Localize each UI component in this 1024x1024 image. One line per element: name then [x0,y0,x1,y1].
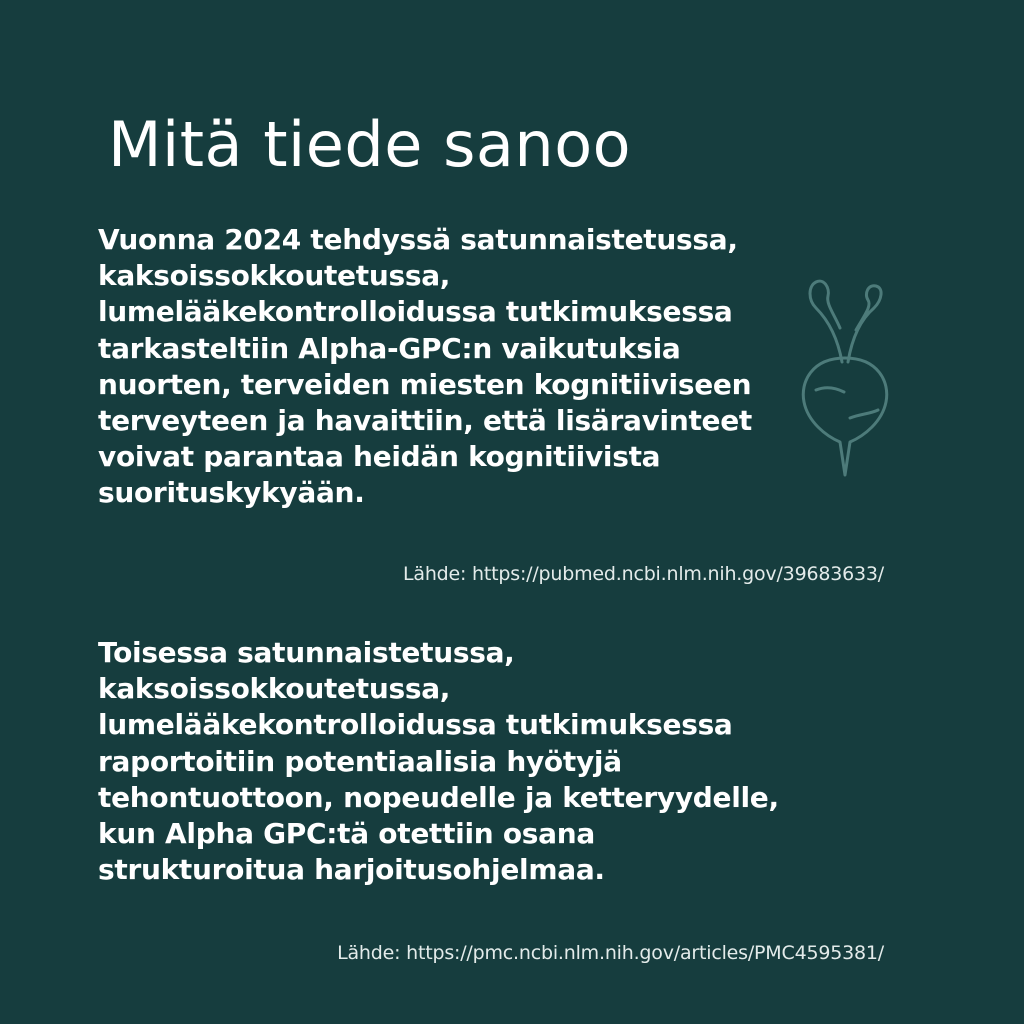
source-citation-2: Lähde: https://pmc.ncbi.nlm.nih.gov/articles/PMC4595381/ [337,942,884,964]
paragraph-line: kaksoissokkoutetussa, [98,259,451,293]
paragraph-line: lumelääkekontrolloidussa tutkimuksessa [98,295,733,329]
paragraph-line: terveyteen ja havaittiin, että lisäravinteet [98,404,753,438]
paragraph-line: strukturoitua harjoitusohjelmaa. [98,853,605,887]
study-paragraph-2 [98,635,779,888]
paragraph-line: kaksoissokkoutetussa, [98,672,451,706]
paragraph-line: lumelääkekontrolloidussa tutkimuksessa [98,708,733,742]
source-citation-1: Lähde: https://pubmed.ncbi.nlm.nih.gov/39683633/ [402,563,884,585]
page-title: Mitä tiede sanoo [108,108,632,181]
paragraph-line: Toisessa satunnaistetussa, [98,636,515,669]
paragraph-line: Vuonna 2024 tehdyssä satunnaistetussa, [98,223,738,256]
paragraph-line: voivat parantaa heidän kognitiivista [98,440,661,474]
paragraph-line: tarkasteltiin Alpha-GPC:n vaikutuksia [98,331,681,365]
paragraph-line: raportoitiin potentiaalisia hyötyjä [98,744,622,778]
paragraph-line: tehontuottoon, nopeudelle ja ketteryydelle, [98,780,779,814]
beet-icon [790,270,900,480]
study-paragraph-1 [98,222,752,512]
paragraph-line: kun Alpha GPC:tä otettiin osana [98,817,595,851]
paragraph-line: nuorten, terveiden miesten kognitiiviseen [98,367,752,401]
paragraph-line: suorituskykyään. [98,476,365,510]
